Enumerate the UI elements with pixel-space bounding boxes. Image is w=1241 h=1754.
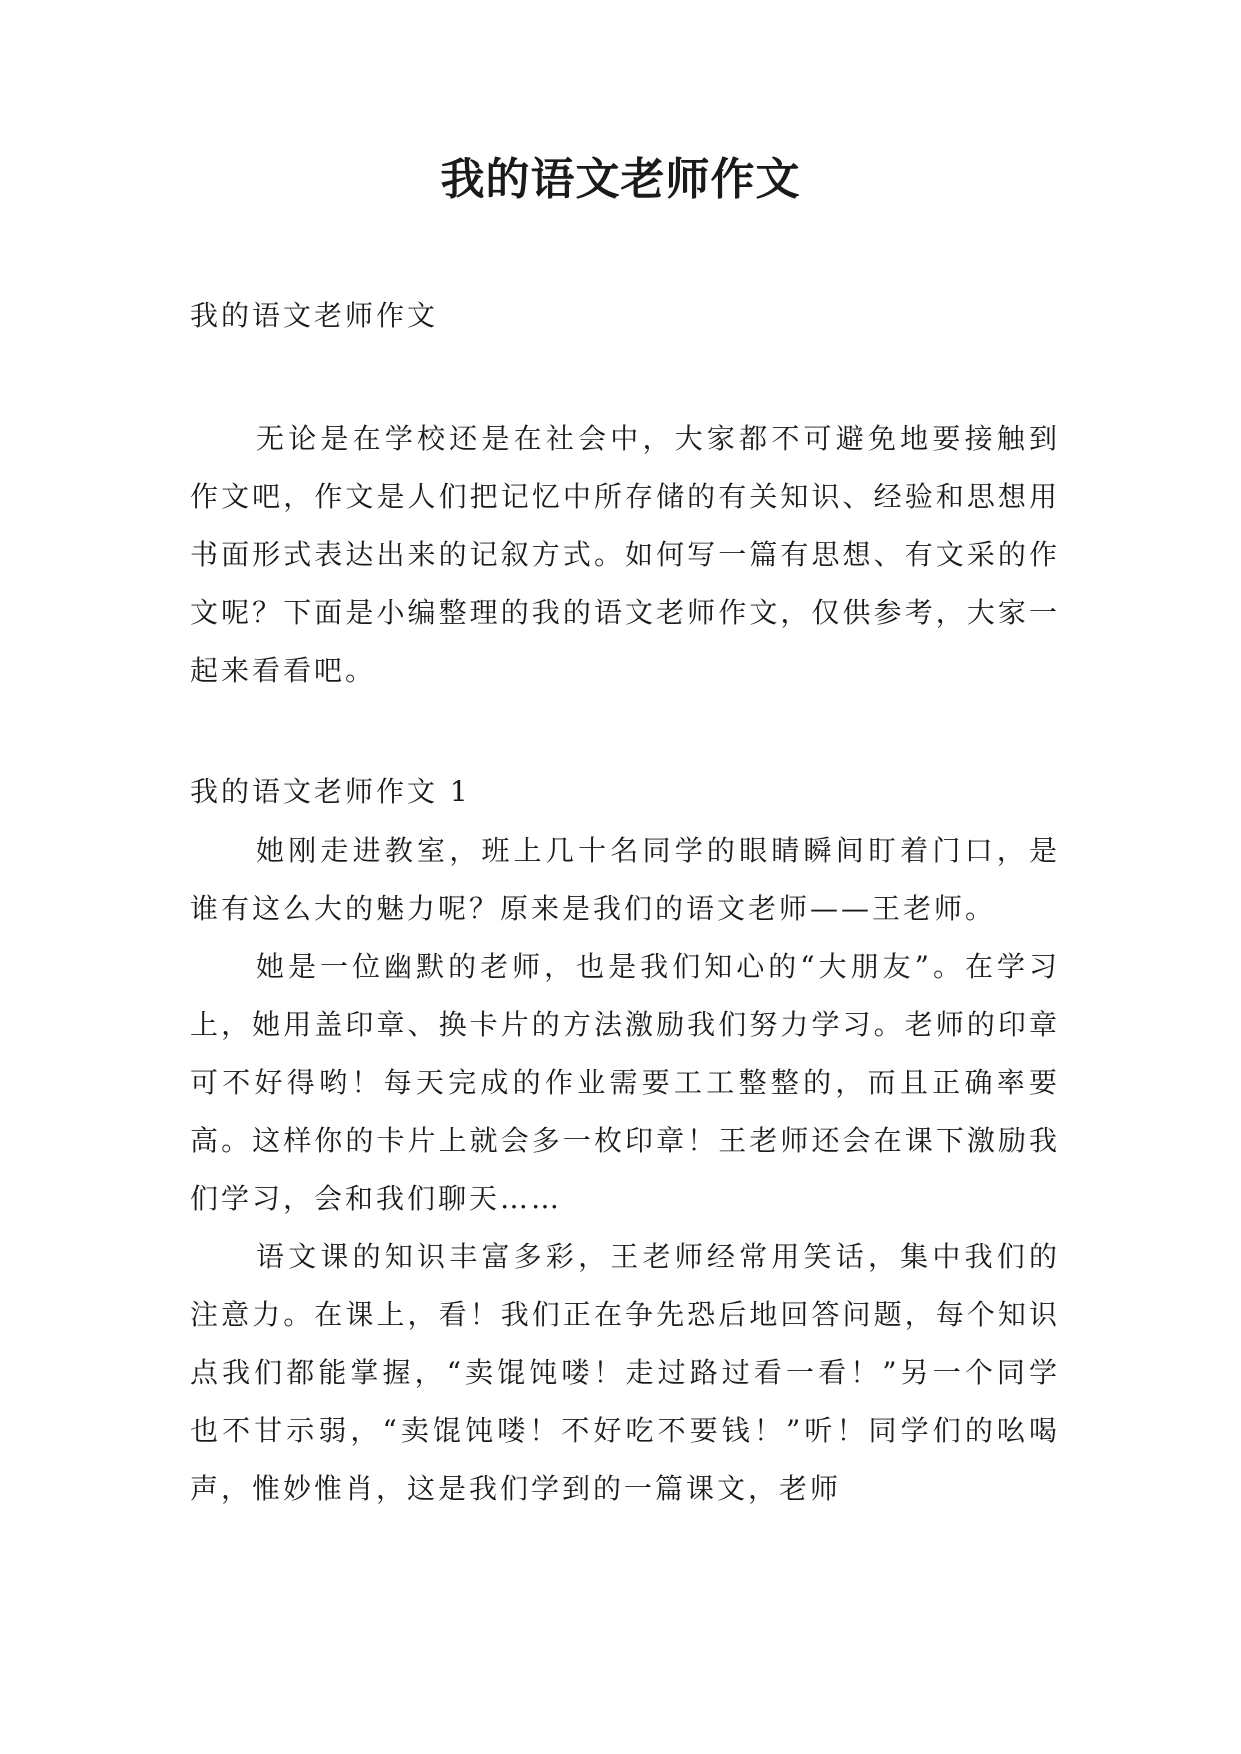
body-paragraph: 语文课的知识丰富多彩，王老师经常用笑话，集中我们的注意力。在课上，看！我们正在争先恐后地回答问题，每个知识点我们都能掌握，“卖馄饨喽！走过路过看一看！”另一个同学也不甘示弱，“卖馄饨喽！不好吃不要钱！”听！同学们的吆喝声，惟妙惟肖，这是我们学到的一篇课文，老师 <box>190 1240 1060 1505</box>
document-subtitle: 我的语文老师作文 <box>190 299 439 332</box>
section-heading: 我的语文老师作文 1 <box>190 775 471 808</box>
essay-section-1 <box>190 762 1060 1518</box>
intro-paragraph: 无论是在学校还是在社会中，大家都不可避免地要接触到作文吧，作文是人们把记忆中所存储的有关知识、经验和思想用书面形式表达出来的记叙方式。如何写一篇有思想、有文采的作文呢？下面是小编整理的我的语文老师作文，仅供参考，大家一起来看看吧。 <box>190 422 1060 687</box>
body-paragraph: 她是一位幽默的老师，也是我们知心的“大朋友”。在学习上，她用盖印章、换卡片的方法激励我们努力学习。老师的印章可不好得哟！每天完成的作业需要工工整整的，而且正确率要高。这样你的卡片上就会多一枚印章！王老师还会在课下激励我们学习，会和我们聊天…… <box>190 950 1060 1215</box>
spacer <box>190 346 1060 410</box>
document-body <box>190 286 1060 1518</box>
document-title: 我的语文老师作文 <box>440 154 801 205</box>
body-paragraph: 她刚走进教室，班上几十名同学的眼睛瞬间盯着门口，是谁有这么大的魅力呢？原来是我们的语文老师——王老师。 <box>190 834 1060 925</box>
spacer <box>190 700 1060 762</box>
